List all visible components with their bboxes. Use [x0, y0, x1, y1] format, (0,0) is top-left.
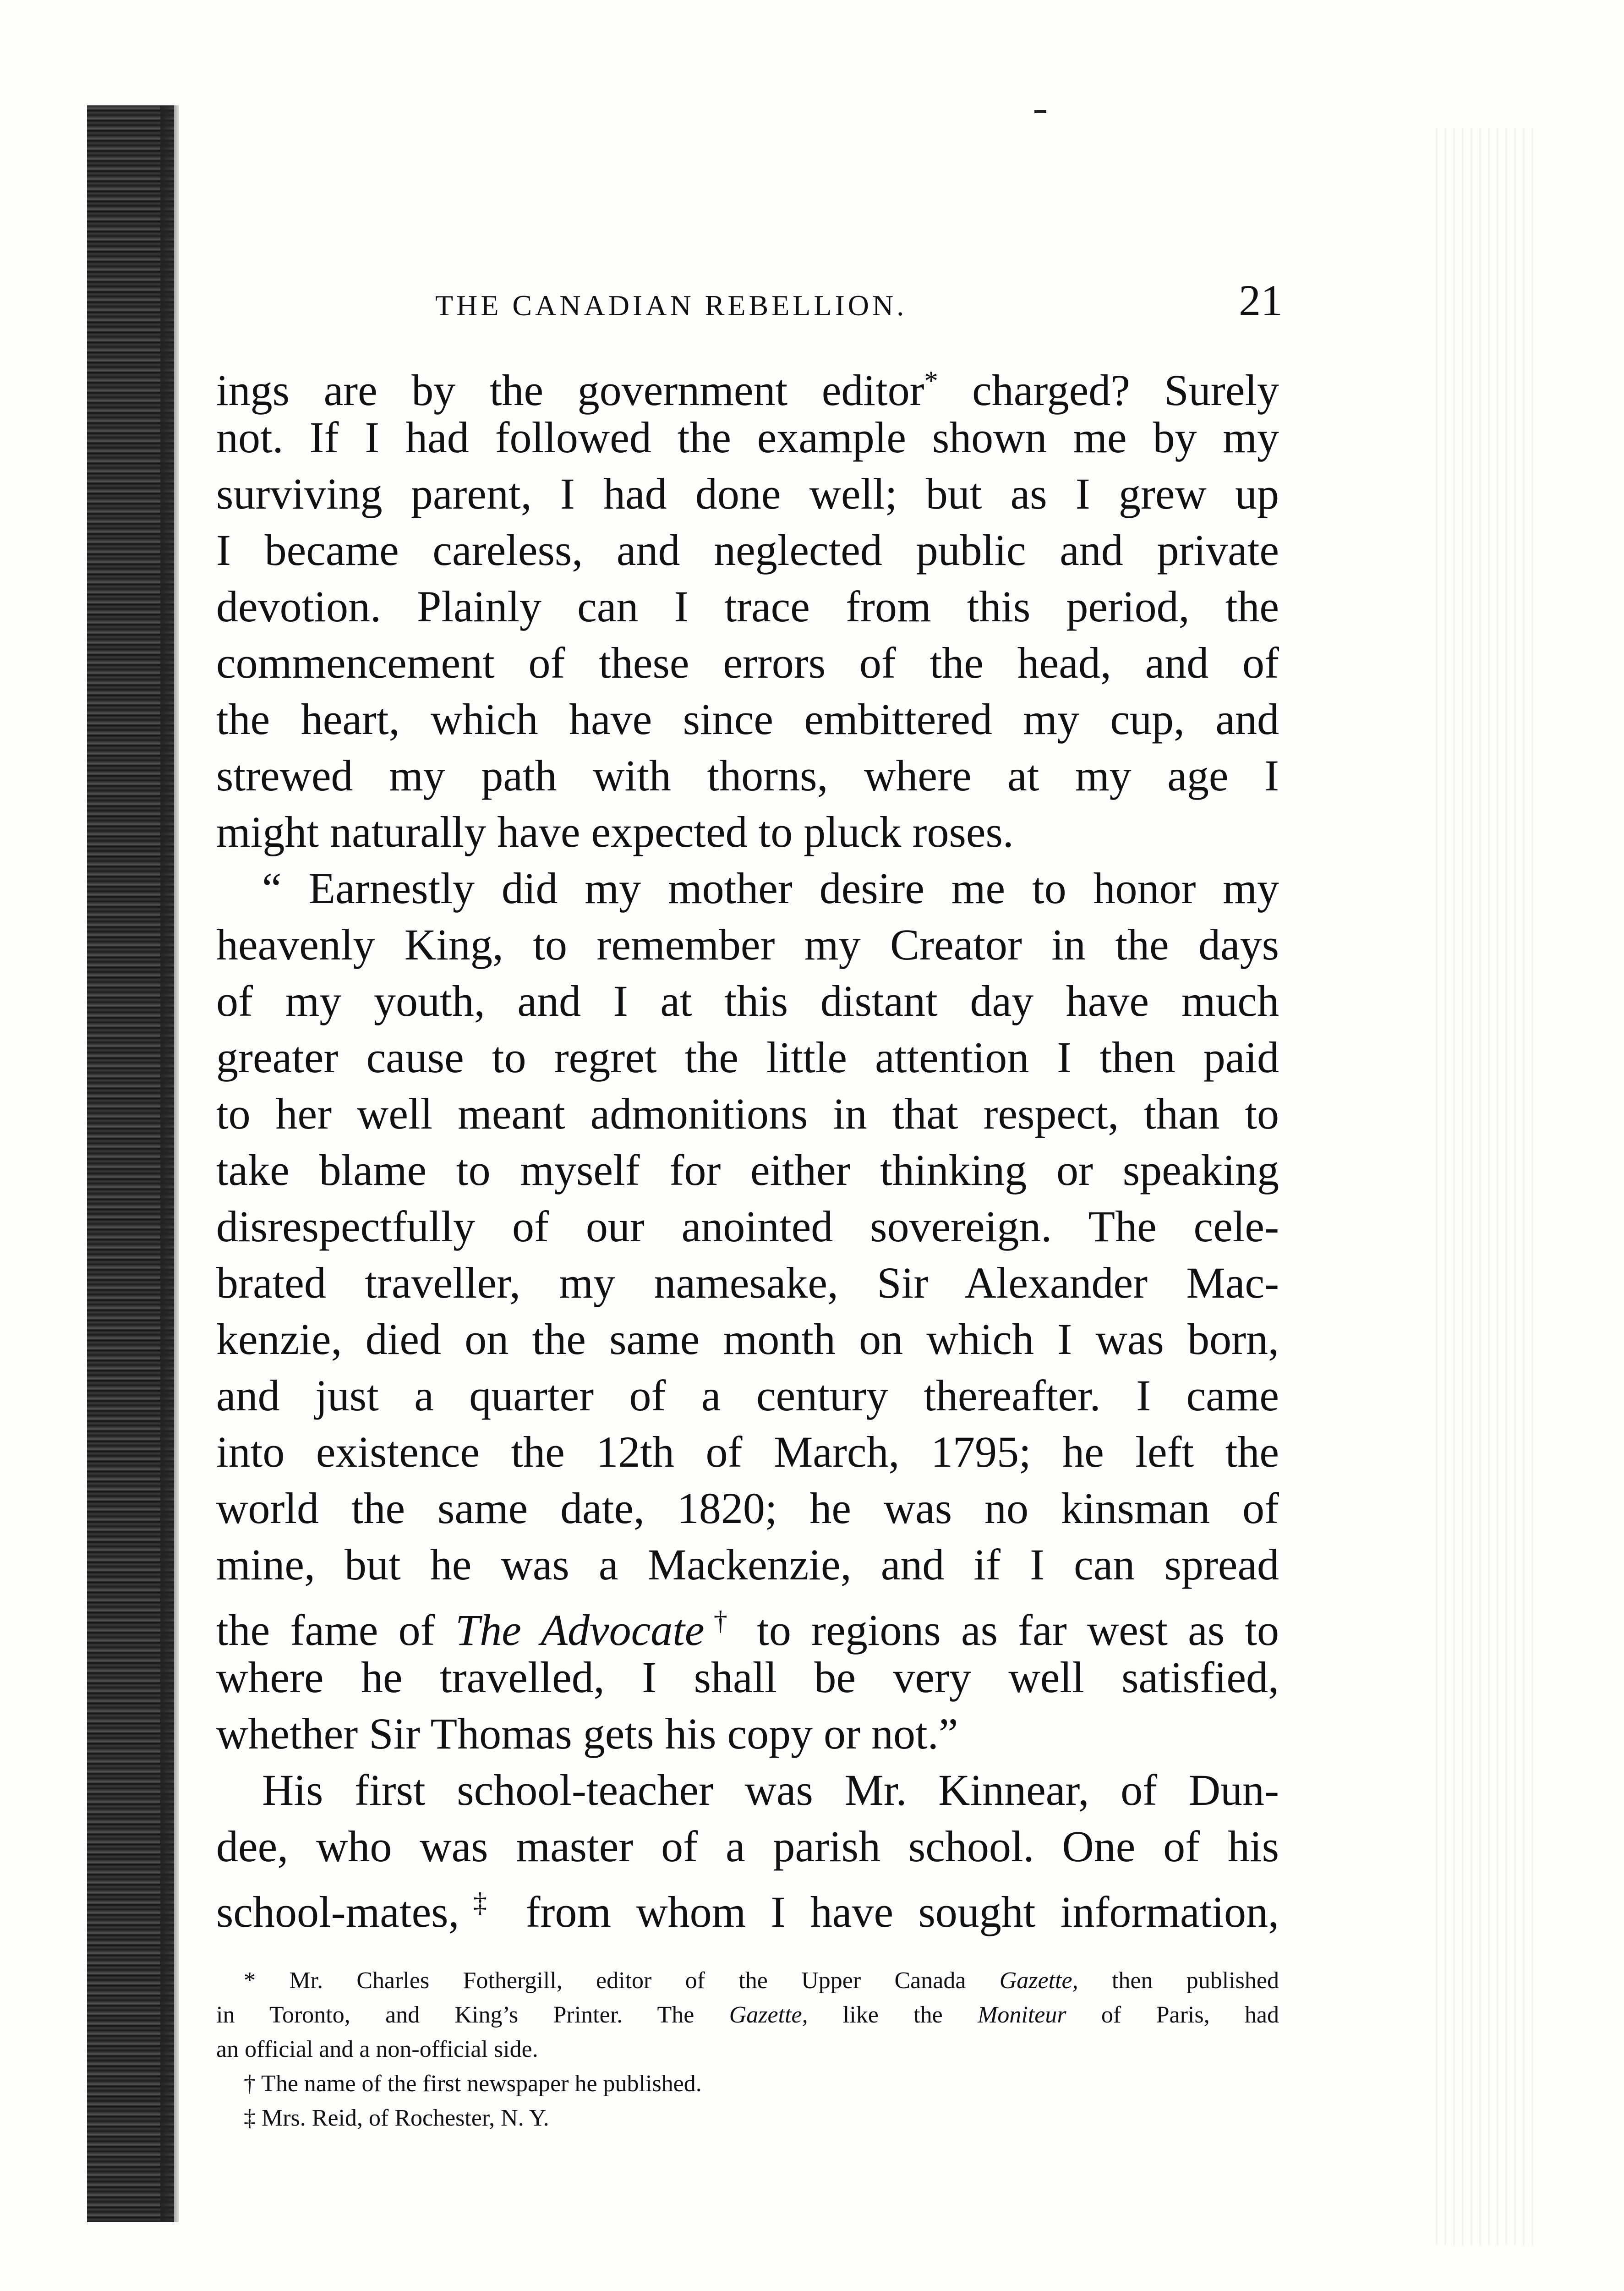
text-line: surviving parent, I had done well; but as I grew up	[216, 469, 1279, 518]
footnote-1	[216, 1963, 1279, 1998]
footnote-ref: *	[924, 366, 938, 396]
text-segment: school-mates,	[216, 1887, 459, 1936]
page-number: 21	[1239, 276, 1283, 325]
text-line	[216, 353, 1280, 415]
body-text	[216, 353, 1280, 1936]
text-line: not. If I had followed the example shown me by my	[216, 413, 1279, 462]
footnote-1-line-3: an official and a non-official side.	[216, 2036, 538, 2062]
text-segment: like the	[808, 2002, 978, 2028]
text-line	[216, 1874, 1280, 1936]
text-line: greater cause to regret the little attention I then paid	[216, 1033, 1279, 1082]
text-line: commencement of these errors of the head, and of	[216, 638, 1279, 687]
italic-term: Moniteur	[978, 2002, 1066, 2028]
running-head: THE CANADIAN REBELLION.	[435, 289, 908, 322]
text-segment: of Paris, had	[1066, 2002, 1279, 2028]
text-line: kenzie, died on the same month on which I was born,	[216, 1315, 1279, 1364]
text-line: whether Sir Thomas gets his copy or not.”	[216, 1709, 958, 1758]
text-segment: ings are by the government editor	[216, 366, 924, 415]
text-line: disrespectfully of our anointed sovereign. The cele-	[216, 1202, 1279, 1251]
text-segment: from whom I have sought information,	[501, 1887, 1280, 1936]
text-segment: charged? Surely	[938, 366, 1280, 415]
text-line: His first school-teacher was Mr. Kinnear, of Dun-	[262, 1765, 1279, 1814]
text-segment: to regions as far west as to	[736, 1606, 1280, 1655]
text-line: I became careless, and neglected public and private	[216, 526, 1279, 575]
text-line: world the same date, 1820; he was no kinsman of	[216, 1484, 1279, 1533]
footnote-3: ‡ Mrs. Reid, of Rochester, N. Y.	[244, 2105, 549, 2131]
italic-term: Gazette,	[999, 1968, 1078, 1994]
text-segment: then published	[1078, 1968, 1279, 1994]
text-line: take blame to myself for either thinking or speaking	[216, 1146, 1279, 1195]
text-line: heavenly King, to remember my Creator in the days	[216, 920, 1279, 969]
page-header	[215, 275, 1283, 339]
text-segment: the fame of	[216, 1606, 455, 1655]
text-line: brated traveller, my namesake, Sir Alexander Mac-	[216, 1258, 1279, 1307]
text-line: the heart, which have since embittered my cup, and	[216, 695, 1279, 744]
text-line: strewed my path with thorns, where at my age I	[216, 751, 1279, 800]
scan-mark	[1034, 110, 1046, 113]
footnote-2: † The name of the first newspaper he published.	[244, 2071, 702, 2097]
footnote-ref: ‡	[459, 1887, 501, 1918]
page-edge-noise	[1429, 128, 1535, 2245]
footnote-1-line-2	[216, 1998, 1279, 2032]
italic-term: Gazette,	[729, 2002, 808, 2028]
footnote-mark: *	[244, 1968, 256, 1994]
text-line: and just a quarter of a century thereafter. I came	[216, 1371, 1279, 1420]
text-line: into existence the 12th of March, 1795; he left the	[216, 1427, 1279, 1476]
text-segment: in Toronto, and King’s Printer. The	[216, 2002, 729, 2028]
text-segment: Mr. Charles Fothergill, editor of the Upper Canada	[256, 1968, 1000, 1994]
binding-edge	[160, 105, 179, 2222]
text-line: devotion. Plainly can I trace from this period, the	[216, 582, 1279, 631]
footnote-ref: †	[704, 1606, 737, 1636]
text-line: “ Earnestly did my mother desire me to honor my	[262, 864, 1279, 913]
newspaper-title: The Advocate	[455, 1606, 705, 1655]
text-line: might naturally have expected to pluck roses.	[216, 807, 1014, 856]
text-line: where he travelled, I shall be very well satisfied,	[216, 1653, 1279, 1702]
text-line	[216, 1593, 1280, 1655]
text-line: to her well meant admonitions in that respect, than to	[216, 1089, 1279, 1138]
text-line: dee, who was master of a parish school. One of his	[216, 1822, 1279, 1871]
text-line: mine, but he was a Mackenzie, and if I can spread	[216, 1540, 1279, 1589]
text-line: of my youth, and I at this distant day have much	[216, 976, 1279, 1025]
footnotes	[216, 1963, 1279, 2135]
